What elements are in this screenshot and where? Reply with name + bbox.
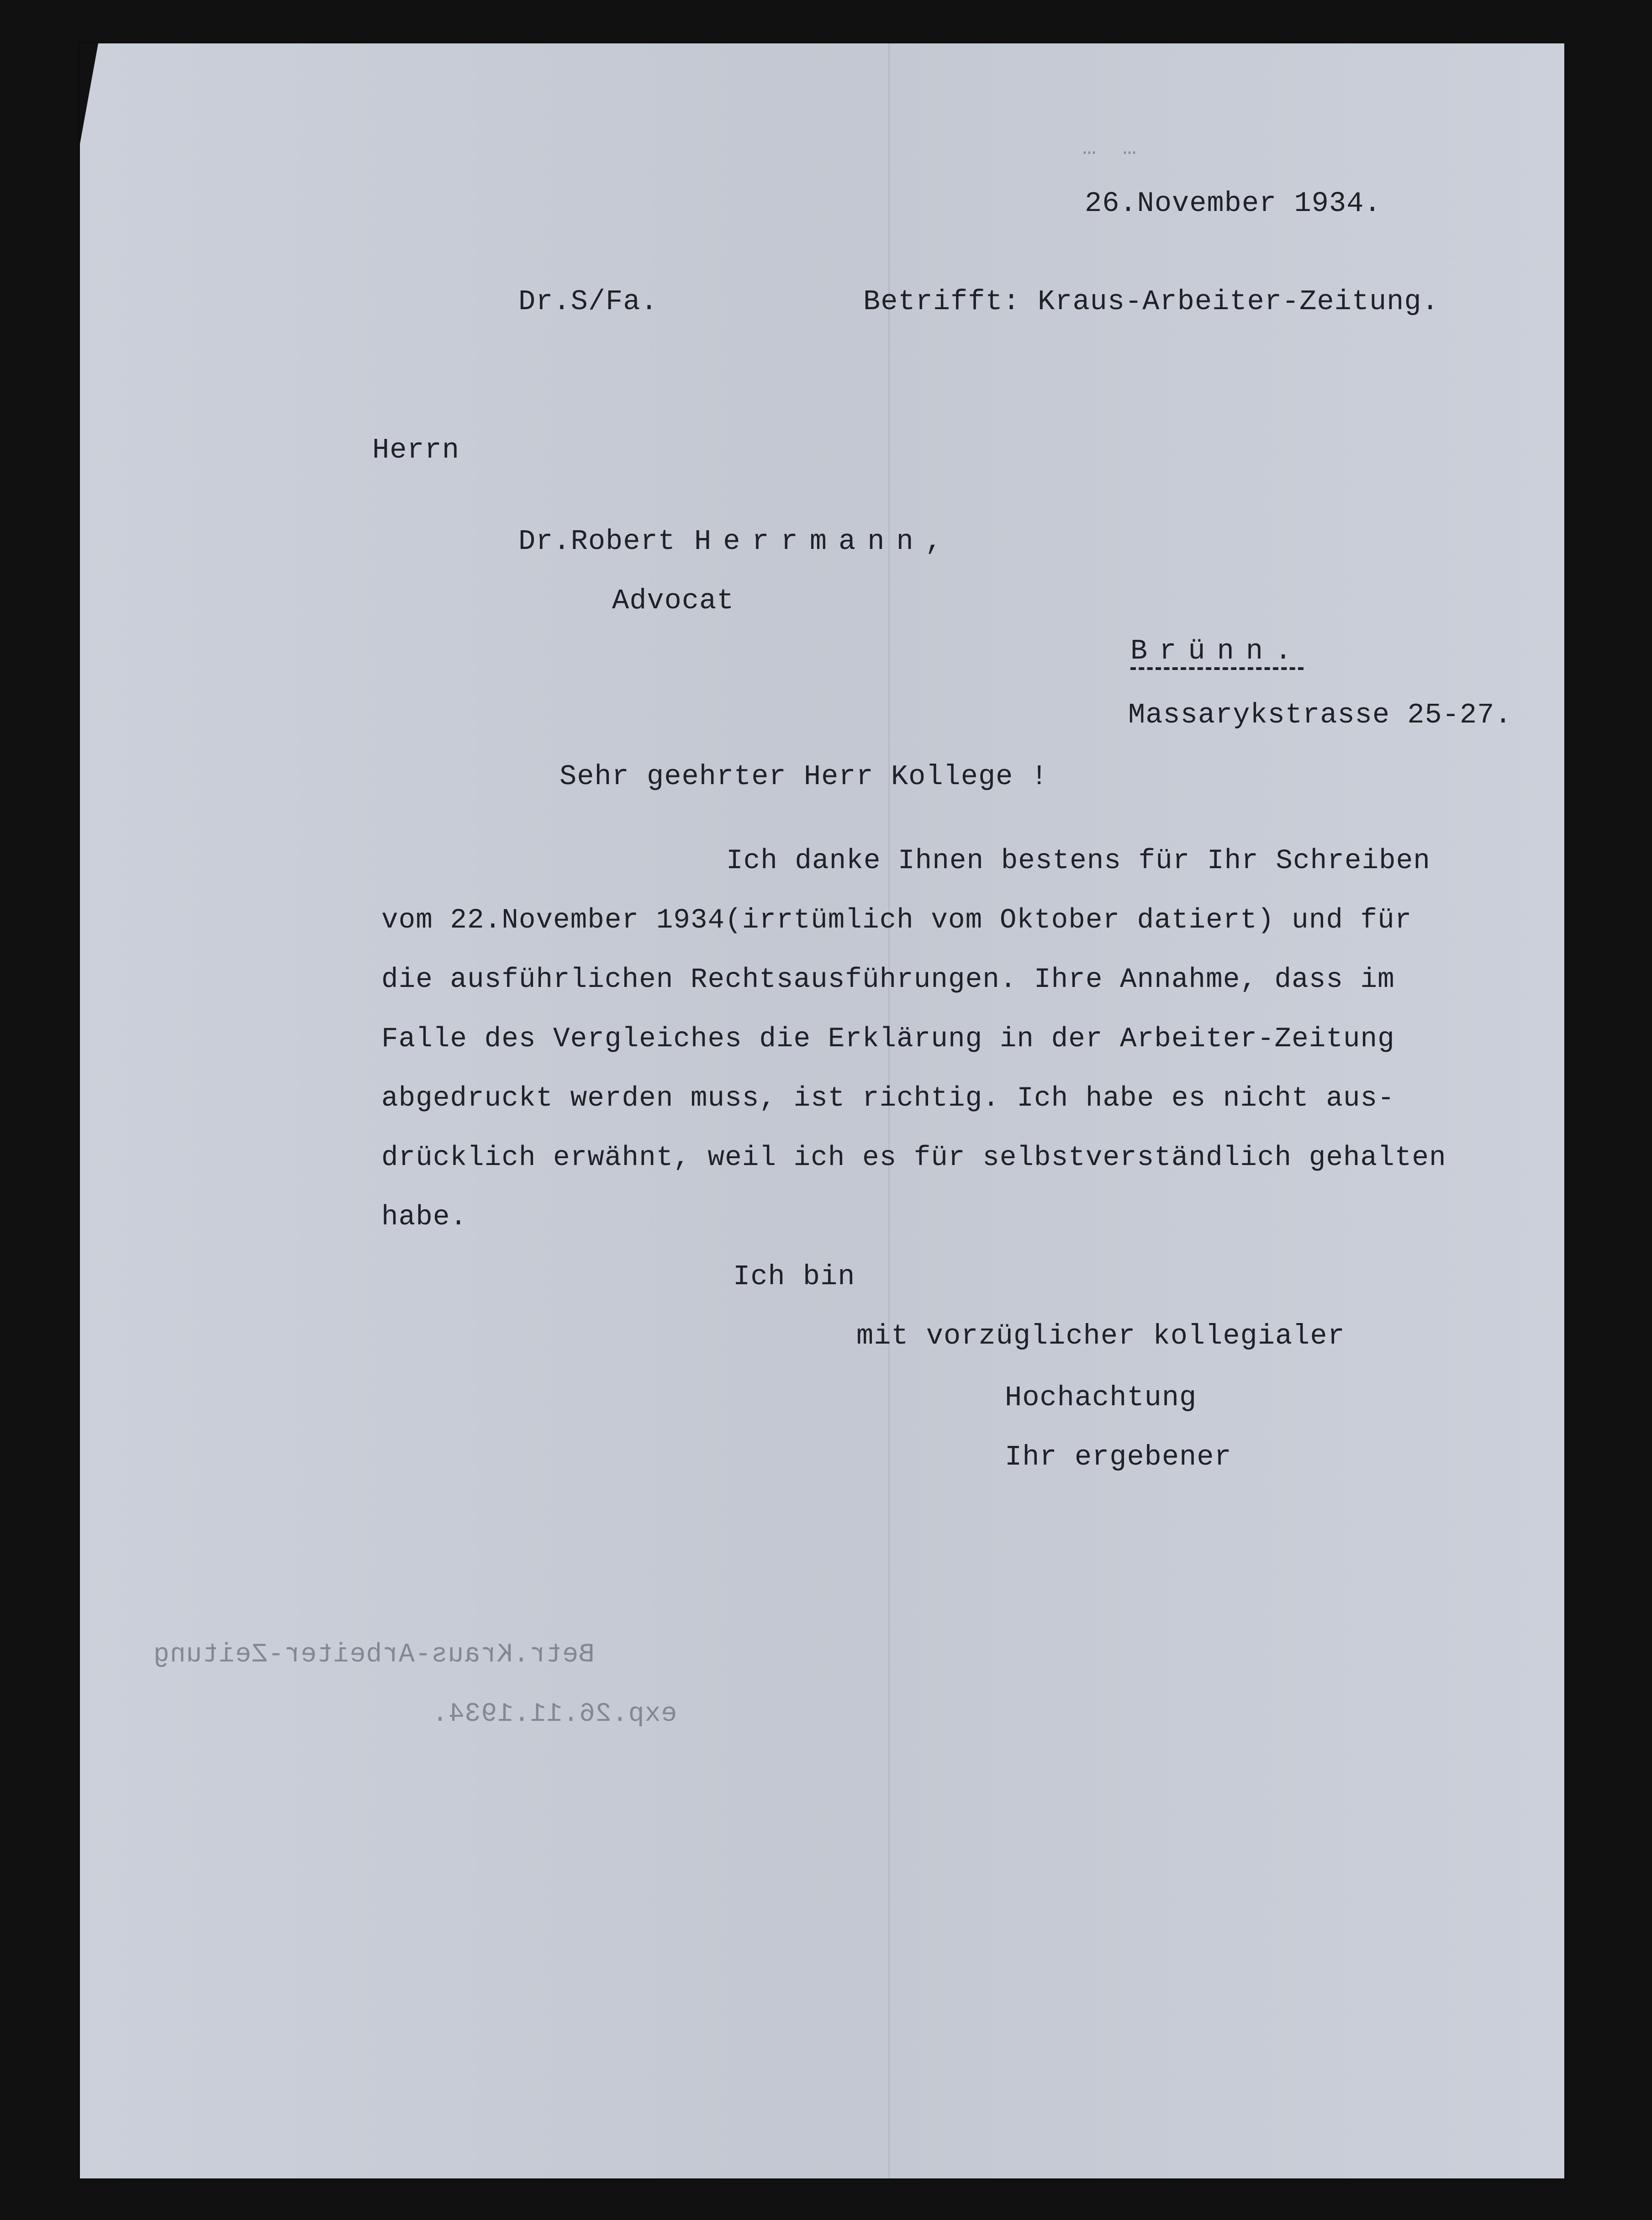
reference-code: Dr.S/Fa.	[518, 285, 658, 318]
faint-header-text: … …	[1082, 135, 1143, 161]
letter-date: 26.November 1934.	[1085, 187, 1382, 220]
torn-corner	[80, 43, 98, 144]
body-line: habe.	[381, 1202, 468, 1233]
recipient-salutation: Herrn	[372, 434, 460, 466]
body-line: die ausführlichen Rechtsausführungen. Ihre Annahme, dass im	[381, 964, 1395, 996]
closing-line: Ich bin	[733, 1260, 855, 1293]
body-line: vom 22.November 1934(irrtümlich vom Oktober datiert) und für	[381, 905, 1412, 936]
recipient-city: Brünn.	[1130, 637, 1304, 670]
recipient-name-prefix: Dr.Robert	[518, 525, 676, 558]
recipient-surname: Herrmann,	[694, 525, 954, 558]
body-line: drücklich erwähnt, weil ich es für selbstverständlich gehalten	[381, 1142, 1446, 1174]
recipient-street: Massarykstrasse 25-27.	[1128, 699, 1512, 731]
closing-line: mit vorzüglicher kollegialer	[856, 1320, 1345, 1352]
subject-line: Betrifft: Kraus-Arbeiter-Zeitung.	[863, 285, 1439, 318]
greeting: Sehr geehrter Herr Kollege !	[559, 760, 1048, 793]
body-line: abgedruckt werden muss, ist richtig. Ich habe es nicht aus-	[381, 1083, 1395, 1114]
body-line: Falle des Vergleiches die Erklärung in der Arbeiter-Zeitung	[381, 1023, 1395, 1055]
bleedthrough-text: exp.26.11.1934.	[432, 1699, 677, 1729]
bleedthrough-text: Betr.Kraus-Arbeiter-Zeitung	[153, 1640, 595, 1670]
body-line: Ich danke Ihnen bestens für Ihr Schreiben	[726, 845, 1430, 877]
recipient-title: Advocat	[612, 585, 734, 617]
closing-line: Hochachtung	[1005, 1382, 1197, 1414]
letter-sheet	[80, 43, 1564, 2178]
closing-line: Ihr ergebener	[1005, 1441, 1232, 1473]
